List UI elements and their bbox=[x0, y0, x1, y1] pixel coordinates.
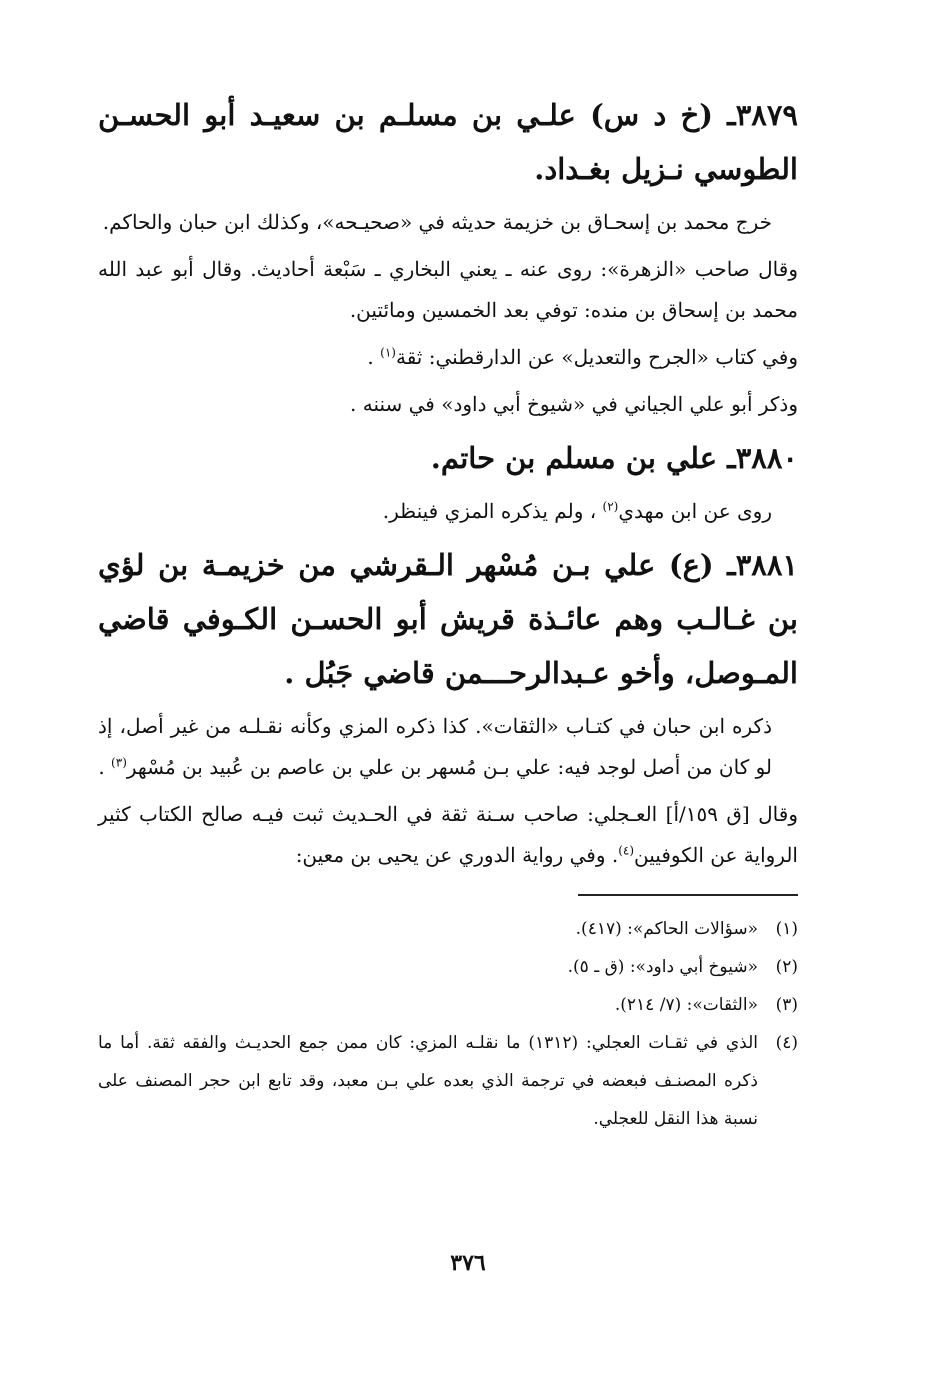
paragraph-text: ، ولم يذكره المزي فينظر. bbox=[382, 499, 603, 523]
entry-title: ـ (ع) علي بـن مُسْهر الـقرشي من خزيمـة بن لؤي بن غـالـب وهم عائـذة قريش أبو الحسـن الكـوفي قاضي المـوصل، وأخو عـبدالرحـــمن قاضي جَبُل . bbox=[98, 548, 798, 690]
page-number: ٣٧٦ bbox=[450, 1250, 486, 1276]
entry-heading-3881 bbox=[98, 538, 798, 700]
paragraph-with-note bbox=[98, 337, 798, 378]
entry-heading-3879 bbox=[98, 88, 798, 196]
entry-number: ٣٨٧٩ bbox=[735, 98, 798, 132]
paragraph-text: . وفي رواية الدوري عن يحيى بن معين: bbox=[295, 843, 619, 867]
paragraph-text: . bbox=[367, 345, 381, 369]
footnote-item bbox=[98, 910, 798, 948]
footnote-item bbox=[98, 1024, 798, 1138]
paragraph-with-note bbox=[98, 794, 798, 876]
footnote-divider bbox=[578, 894, 798, 896]
footnotes bbox=[98, 910, 798, 1138]
footnote-mark: (١) bbox=[775, 919, 798, 939]
paragraph-text: . bbox=[98, 755, 112, 779]
footnote-mark: (٣) bbox=[775, 995, 798, 1015]
paragraph: خرج محمد بن إسحـاق بن خزيمة حديثه في «صحيـحه»، وكذلك ابن حبان والحاكم. bbox=[102, 210, 772, 234]
paragraph: وذكر أبو علي الجياني في «شيوخ أبي داود» في سننه . bbox=[350, 392, 798, 416]
footnote-ref: (٣) bbox=[111, 755, 127, 770]
page-body bbox=[98, 88, 798, 1138]
entry-number: ٣٨٨٠ bbox=[735, 441, 798, 475]
footnote-mark: (٤) bbox=[775, 1033, 798, 1053]
entry-title: ـ علي بن مسلم بن حاتم. bbox=[430, 441, 736, 475]
entry-title: ـ (خ د س) علـي بن مسلـم بن سعيـد أبو الحسـن الطوسي نـزيل بغـداد. bbox=[98, 98, 798, 186]
footnote-mark: (٢) bbox=[775, 957, 798, 977]
paragraph-text: وقال [ق ١٥٩/أ] العـجلي: صاحب سـنة ثقة في الحـديث ثبت فيـه صالح الكتاب كثير الرواية عن الكوفيين bbox=[98, 802, 798, 867]
paragraph-text: روى عن ابن مهدي bbox=[618, 499, 772, 523]
footnote-item bbox=[98, 948, 798, 986]
footnote-item bbox=[98, 986, 798, 1024]
paragraph-with-note bbox=[98, 706, 798, 788]
paragraph-text: ذكره ابن حبان في كتـاب «الثقات». كذا ذكره المزي وكأنه نقـلـه من غير أصل، إذ لو كان من أصل لوجد فيه: علي بـن مُسهر بن علي بن عاصم بن عُبيد بن مُسْهر bbox=[98, 714, 772, 779]
footnote-ref: (١) bbox=[380, 345, 396, 360]
footnote-text: «الثقات»: (٧/ ٢١٤). bbox=[614, 995, 758, 1015]
footnote-ref: (٤) bbox=[618, 843, 635, 858]
footnote-text: «شيوخ أبي داود»: (ق ـ ٥). bbox=[567, 957, 758, 977]
paragraph-text: وفي كتاب «الجرح والتعديل» عن الدارقطني: ثقة bbox=[395, 345, 798, 369]
entry-heading-3880 bbox=[98, 431, 798, 485]
footnote-text: «سؤالات الحاكم»: (٤١٧). bbox=[575, 919, 758, 939]
footnote-ref: (٢) bbox=[602, 499, 619, 514]
paragraph: وقال صاحب «الزهرة»: روى عنه ـ يعني البخاري ـ سَبْعة أحاديث. وقال أبو عبد الله محمد بن إسحاق بن منده: توفي بعد الخمسين ومائتين. bbox=[98, 257, 798, 322]
entry-number: ٣٨٨١ bbox=[735, 548, 798, 582]
footnote-text: الذي في ثقـات العجلي: (١٣١٢) ما نقلـه المزي: كان ممن جمع الحديـث والفقه ثقة. أما ما ذكره المصنـف فبعضه في ترجمة الذي بعده علي بـن معبد، وقد تابع ابن حجر المصنف على نسبة هذا النقل للعجلي. bbox=[98, 1033, 758, 1129]
paragraph-with-note bbox=[98, 491, 798, 532]
